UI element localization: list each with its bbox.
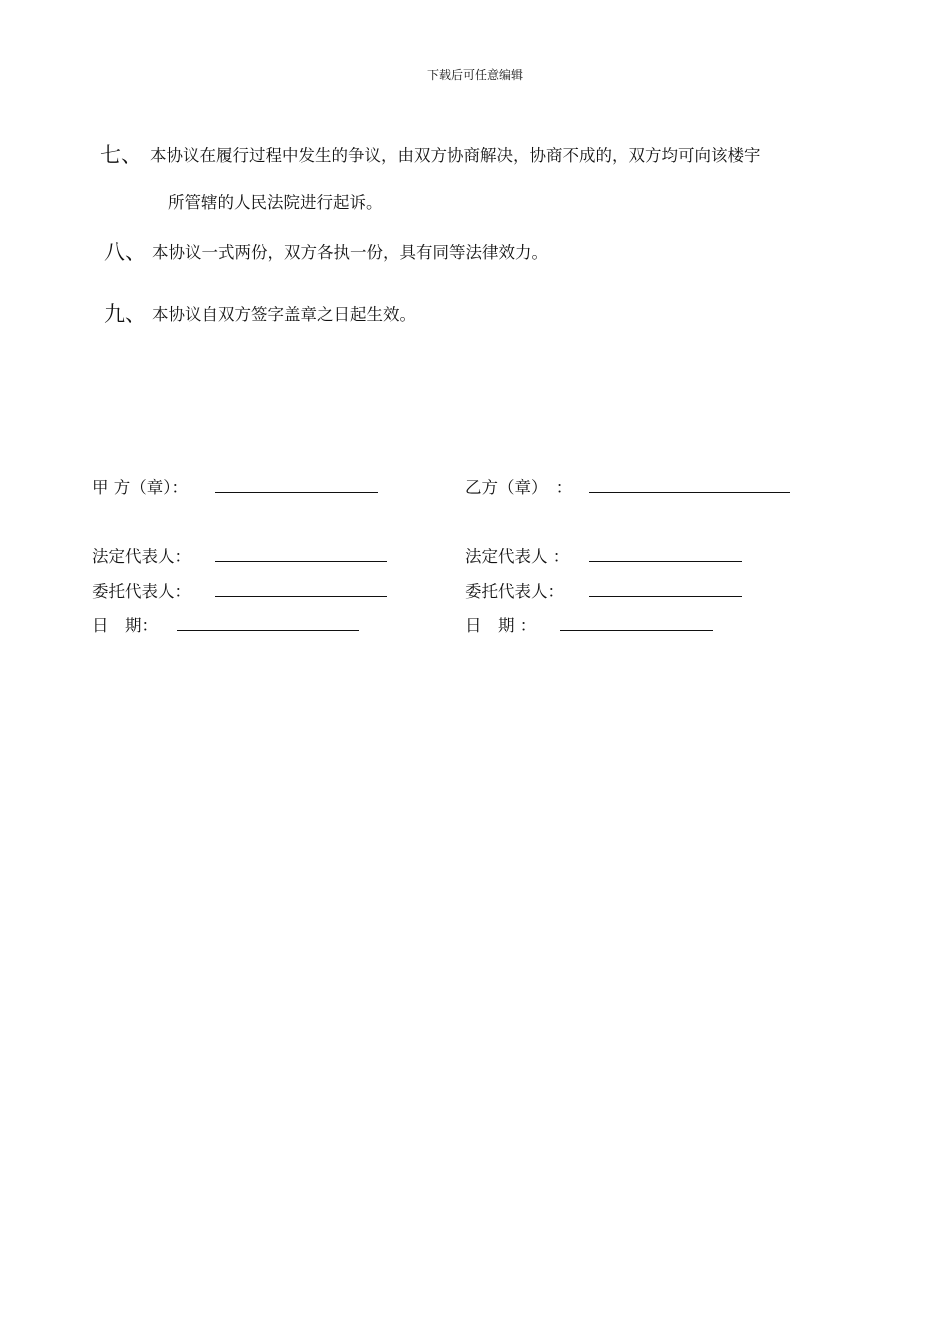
party-a-legal-rep-label: 法定代表人： <box>92 547 191 566</box>
clause-text: 本协议自双方签字盖章之日起生效。 <box>152 305 416 324</box>
party-a-agent-label: 委托代表人： <box>92 582 191 601</box>
party-b-agent-line[interactable] <box>589 596 742 597</box>
clause-number: 八、 <box>104 240 146 264</box>
party-a-seal-line[interactable] <box>215 492 378 493</box>
party-a-seal-label: 甲 方（章）： <box>92 478 188 497</box>
party-b-legal-rep-label: 法定代表人 ： <box>465 547 570 566</box>
party-b-legal-rep-line[interactable] <box>589 561 742 562</box>
party-b-seal-label: 乙方（章） ： <box>465 478 573 497</box>
clause-number: 九、 <box>104 302 146 326</box>
party-a-date-line[interactable] <box>177 630 359 631</box>
party-a-agent-line[interactable] <box>215 596 387 597</box>
party-b-date-label: 日 期 ： <box>465 616 537 635</box>
clause-continuation: 所管辖的人民法院进行起诉。 <box>168 193 383 212</box>
header-note: 下载后可任意编辑 <box>426 68 523 82</box>
clause-number: 七、 <box>100 143 142 167</box>
party-b-date-line[interactable] <box>560 630 713 631</box>
party-b-agent-label: 委托代表人： <box>465 582 564 601</box>
party-a-date-label: 日 期： <box>92 616 158 635</box>
party-a-legal-rep-line[interactable] <box>215 561 387 562</box>
party-b-seal-line[interactable] <box>589 492 790 493</box>
clause-text: 本协议在履行过程中发生的争议，由双方协商解决，协商不成的，双方均可向该楼宇 <box>150 146 761 165</box>
clause-text: 本协议一式两份，双方各执一份，具有同等法律效力。 <box>152 243 548 262</box>
